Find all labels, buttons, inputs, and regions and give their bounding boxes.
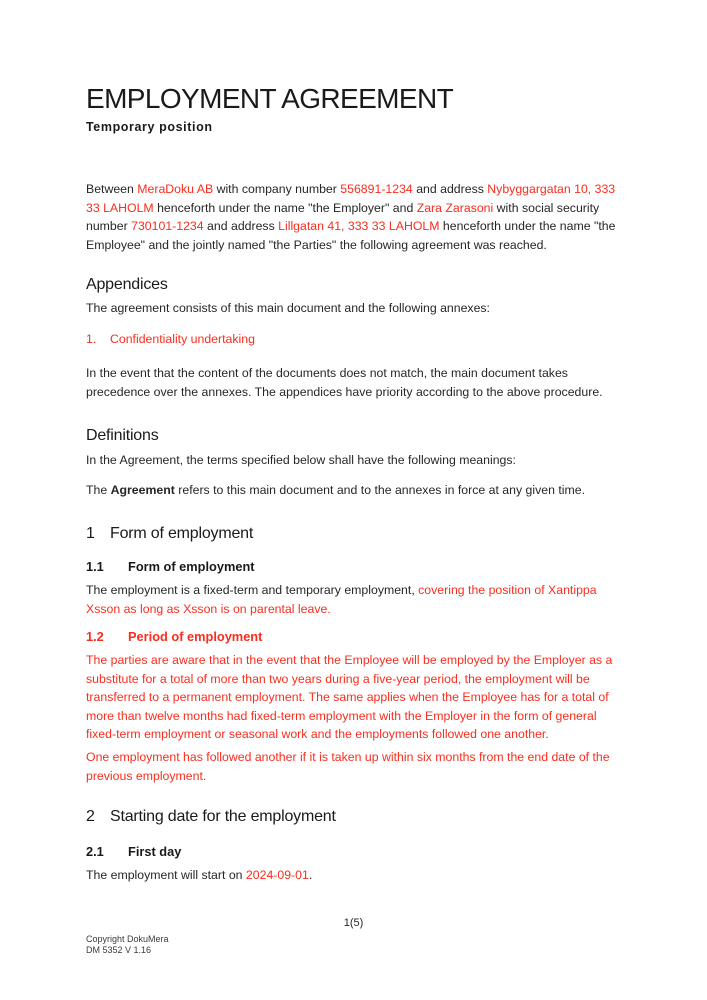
appendices-heading: Appendices	[86, 276, 168, 293]
section-2-title: Starting date for the employment	[110, 808, 336, 825]
text-segment: Zara Zarasoni	[416, 200, 494, 215]
footer-copyright-line2: DM 5352 V 1.16	[86, 945, 152, 955]
text-segment: with company number	[213, 182, 341, 196]
section-2-number: 2	[86, 808, 95, 825]
text-segment: with social security number	[86, 200, 600, 233]
section-2-1-title: First day	[128, 844, 182, 859]
section-1-2-paragraph-2: One employment has followed another if it is taken up within six months from the end date of the previous employment.	[86, 750, 610, 783]
definitions-heading: Definitions	[86, 427, 159, 444]
section-1-title: Form of employment	[110, 525, 254, 542]
text-segment: 2024-09-01	[245, 868, 309, 882]
appendices-note: In the event that the content of the documents does not match, the main document takes precedence over the annexes. The appendices have priority according to the above procedure.	[86, 366, 603, 399]
definitions-intro: In the Agreement, the terms specified below shall have the following meanings:	[86, 453, 516, 467]
appendices-intro: The agreement consists of this main document and the following annexes:	[86, 301, 490, 315]
section-1-1-heading	[86, 558, 623, 575]
text-segment: refers to this main document and to the annexes in force at any given time.	[174, 483, 585, 497]
footer-copyright	[86, 934, 169, 956]
text-segment: Lillgatan 41, 333 33 LAHOLM	[278, 219, 440, 233]
text-segment: 730101-1234	[131, 219, 204, 233]
section-1-2-paragraph-1: The parties are aware that in the event that the Employee will be employed by the Employer as a substitute for a total of more than two years during a five-year period, the employment will be transferred to a permanent employment. The same applies when the Employee has for a total of more than twelve months had fixed-term employment with the Employer in the form of general fixed-term employment or seasonal work and the employments followed one another.	[86, 653, 613, 741]
text-segment: Between	[86, 182, 138, 196]
appendix-list-item	[86, 330, 623, 349]
text-segment: henceforth under the name "the Employer" and	[153, 200, 417, 215]
section-2-heading	[86, 807, 623, 827]
page-number: 1(5)	[343, 917, 364, 929]
appendix-item-label: Confidentiality undertaking	[110, 332, 255, 346]
text-segment: Nybyggargatan 10, 333 33 LAHOLM	[86, 182, 616, 215]
text-segment: and address	[412, 182, 488, 196]
document-subtitle: Temporary position	[86, 120, 213, 134]
text-segment: and address	[203, 219, 279, 233]
section-1-1-paragraph	[86, 581, 623, 618]
section-2-1-paragraph	[86, 866, 623, 885]
section-1-2-title: Period of employment	[128, 629, 263, 644]
text-segment: The employment is a fixed-term and temporary employment,	[86, 583, 419, 597]
section-1-2-heading	[86, 628, 623, 645]
section-1-1-number: 1.1	[86, 559, 104, 574]
text-segment: Agreement	[110, 483, 175, 497]
text-segment: The employment will start on	[86, 868, 246, 882]
text-segment: The	[86, 483, 111, 497]
section-1-heading	[86, 524, 623, 544]
section-2-1-number: 2.1	[86, 844, 104, 859]
section-1-number: 1	[86, 525, 95, 542]
appendix-item-number: 1.	[86, 332, 97, 346]
footer-copyright-line1: Copyright DokuMera	[86, 934, 169, 944]
definitions-agreement-paragraph	[86, 481, 623, 500]
section-1-1-title: Form of employment	[128, 559, 255, 574]
section-2-1-heading	[86, 843, 623, 860]
text-segment: MeraDoku AB	[137, 182, 214, 196]
text-segment: covering the position of Xantippa Xsson as long as Xsson is on parental leave.	[86, 583, 597, 616]
document-title: EMPLOYMENT AGREEMENT	[86, 83, 454, 114]
text-segment: .	[308, 868, 313, 882]
section-1-2-number: 1.2	[86, 629, 104, 644]
text-segment: henceforth under the name "the Employee" and the jointly named "the Parties" the following agreement was reached.	[86, 219, 616, 252]
text-segment: 556891-1234	[340, 182, 413, 196]
intro-paragraph	[86, 180, 623, 254]
